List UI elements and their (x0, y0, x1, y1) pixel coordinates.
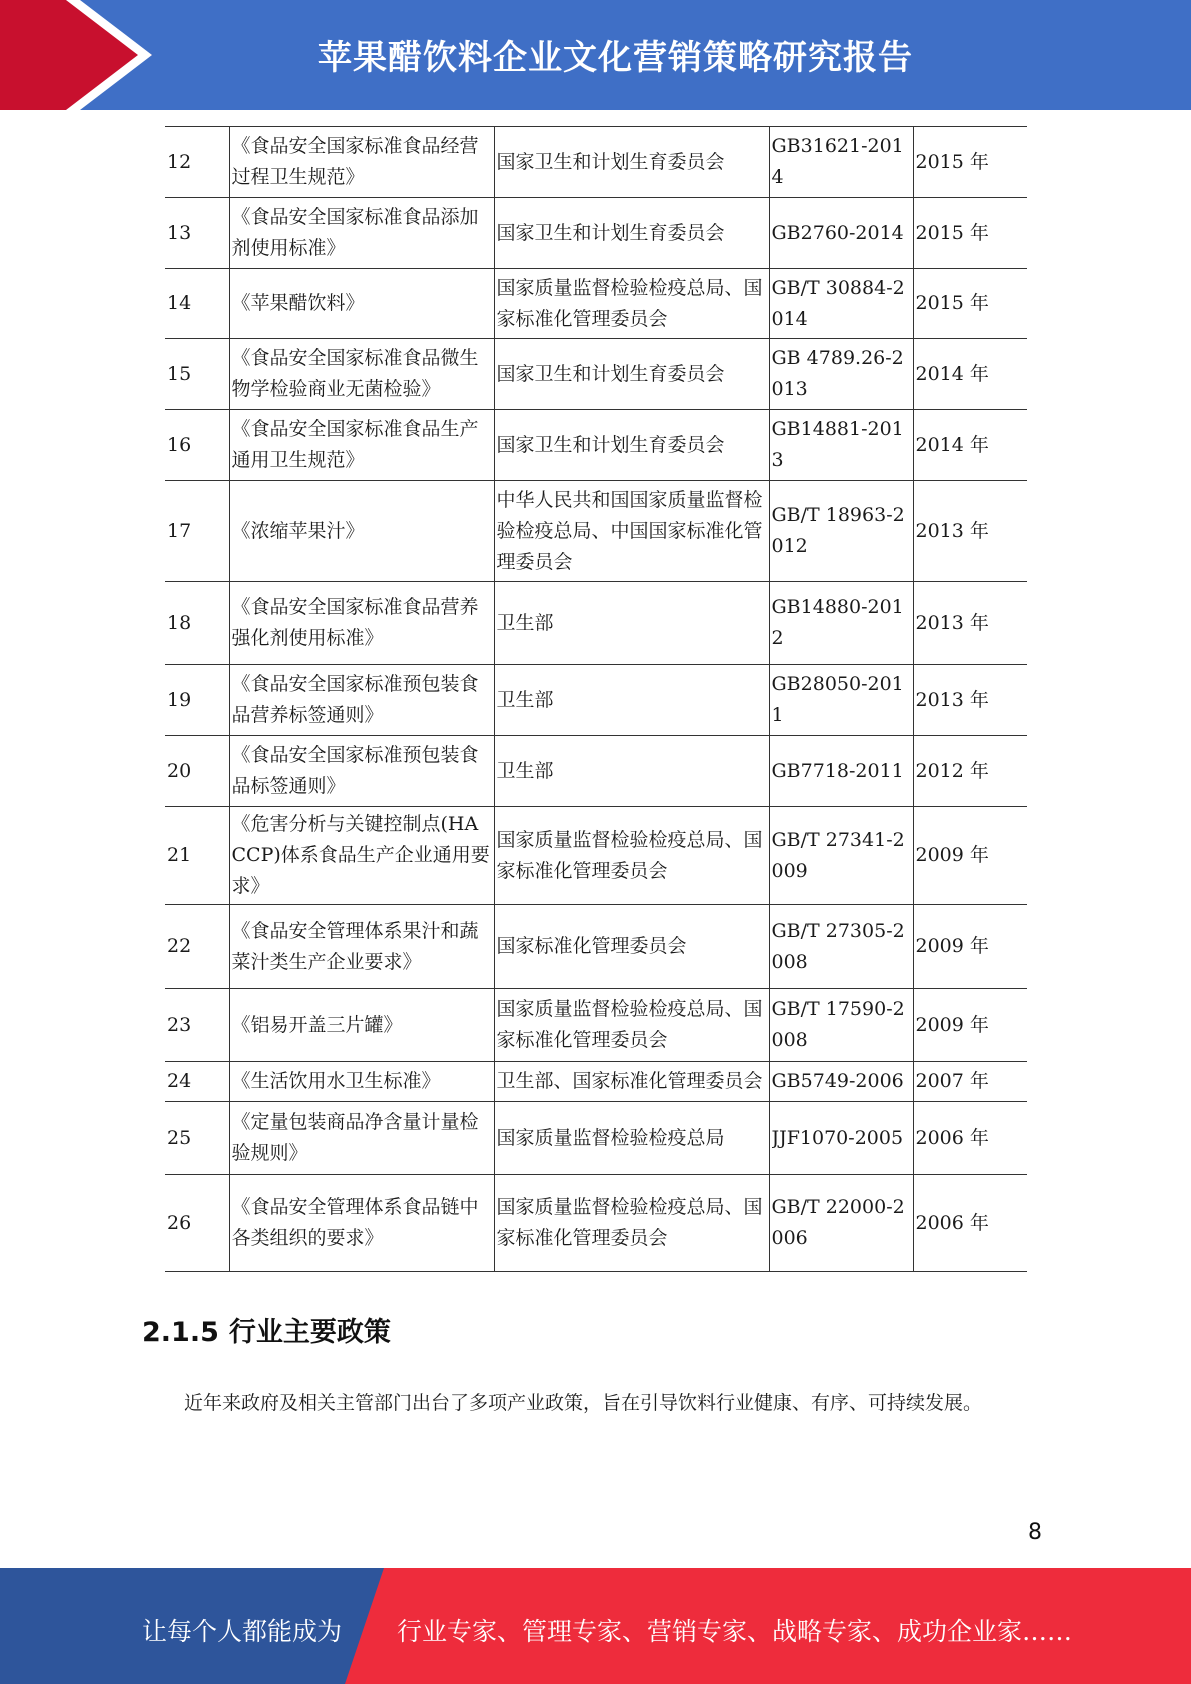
table-cell-number (165, 339, 229, 410)
table-cell-year-text: 2013 年 (915, 611, 989, 634)
table-cell-issuer-text: 国家质量监督检验检疫总局 (496, 1126, 725, 1149)
table-cell-issuer (494, 481, 769, 582)
table-cell-year-text: 2009 年 (915, 935, 989, 957)
footer-slogan-left: 让每个人都能成为 (142, 1617, 343, 1646)
table-cell-standard-name-text: 《食品安全国家标准食品营养强化剂使用标准》 (231, 596, 479, 649)
standards-table-body (165, 127, 1027, 1272)
table-cell-standard-name-text: 《食品安全国家标准食品微生物学检验商业无菌检验》 (231, 347, 479, 400)
table-cell-number (165, 582, 229, 665)
table-cell-issuer-text: 卫生部 (496, 611, 554, 634)
section-paragraph: 近年来政府及相关主管部门出台了多项产业政策，旨在引导饮料行业健康、有序、可持续发展。 (184, 1392, 983, 1414)
table-cell-standard-name-text: 《食品安全国家标准预包装食品营养标签通则》 (231, 673, 479, 726)
table-cell-year (913, 1062, 1027, 1102)
table-cell-issuer (494, 736, 769, 807)
table-cell-standard-name (229, 989, 494, 1062)
table-cell-year (913, 989, 1027, 1062)
table-cell-code-text: GB/T 27305-2008 (771, 919, 905, 973)
table-cell-number (165, 410, 229, 481)
table-cell-number-text: 20 (167, 759, 192, 782)
section-heading (142, 1310, 391, 1349)
table-row (165, 807, 1027, 905)
table-row (165, 127, 1027, 198)
table-cell-number-text: 21 (167, 844, 192, 866)
table-cell-year-text: 2006 年 (915, 1211, 989, 1234)
table-cell-number (165, 807, 229, 905)
table-cell-issuer (494, 1062, 769, 1102)
table-cell-number (165, 1175, 229, 1272)
page-header (0, 0, 1191, 110)
table-cell-standard-name (229, 339, 494, 410)
table-cell-number-text: 26 (167, 1211, 192, 1234)
table-cell-standard-name-text: 《食品安全管理体系食品链中各类组织的要求》 (231, 1196, 479, 1249)
table-cell-code-text: GB31621-2014 (771, 135, 904, 188)
table-row (165, 989, 1027, 1062)
table-cell-number (165, 127, 229, 198)
table-cell-code-text: GB/T 22000-2006 (771, 1196, 905, 1249)
table-cell-code-text: JJF1070-2005 (771, 1126, 904, 1149)
table-cell-code (769, 339, 913, 410)
table-cell-standard-name (229, 269, 494, 339)
table-cell-year (913, 127, 1027, 198)
table-cell-issuer-text: 国家标准化管理委员会 (496, 935, 687, 957)
table-cell-code (769, 736, 913, 807)
table-cell-issuer (494, 1175, 769, 1272)
table-cell-year (913, 339, 1027, 410)
table-cell-code (769, 807, 913, 905)
table-cell-standard-name (229, 1102, 494, 1175)
table-cell-year-text: 2006 年 (915, 1126, 989, 1149)
footer-slogan-right: 行业专家、管理专家、营销专家、战略专家、成功企业家…… (397, 1617, 1073, 1646)
page-number: 8 (1028, 1520, 1042, 1545)
table-cell-year (913, 905, 1027, 989)
table-cell-code-text: GB/T 30884-2014 (771, 276, 905, 330)
table-cell-standard-name (229, 582, 494, 665)
table-cell-standard-name-text: 《食品安全管理体系果汁和蔬菜汁类生产企业要求》 (231, 919, 479, 973)
table-cell-issuer (494, 989, 769, 1062)
table-cell-code-text: GB/T 27341-2009 (771, 828, 905, 882)
table-cell-year (913, 1175, 1027, 1272)
table-cell-number (165, 481, 229, 582)
table-cell-code-text: GB2760-2014 (771, 221, 904, 244)
table-cell-year-text: 2015 年 (915, 221, 989, 244)
table-cell-standard-name (229, 127, 494, 198)
table-cell-issuer (494, 127, 769, 198)
table-cell-code-text: GB7718-2011 (771, 759, 904, 782)
table-cell-standard-name (229, 1175, 494, 1272)
table-row (165, 665, 1027, 736)
table-cell-issuer-text: 国家质量监督检验检疫总局、国家标准化管理委员会 (496, 1196, 763, 1249)
table-cell-code (769, 989, 913, 1062)
table-cell-number-text: 19 (167, 688, 192, 711)
section-title: 行业主要政策 (228, 1317, 391, 1348)
table-cell-code-text: GB28050-2011 (771, 673, 904, 726)
table-row (165, 582, 1027, 665)
table-cell-standard-name-text: 《危害分析与关键控制点(HACCP)体系食品生产企业通用要求》 (231, 813, 490, 897)
table-cell-standard-name (229, 736, 494, 807)
table-cell-code (769, 410, 913, 481)
table-cell-standard-name-text: 《生活饮用水卫生标准》 (231, 1070, 441, 1092)
table-cell-number-text: 25 (167, 1126, 192, 1149)
table-cell-number-text: 22 (167, 935, 192, 957)
table-cell-year (913, 665, 1027, 736)
table-cell-number (165, 736, 229, 807)
table-cell-issuer (494, 905, 769, 989)
header-title: 苹果醋饮料企业文化营销策略研究报告 (318, 38, 913, 78)
table-cell-standard-name (229, 198, 494, 269)
table-cell-year-text: 2009 年 (915, 844, 989, 866)
table-row (165, 1102, 1027, 1175)
table-cell-year-text: 2013 年 (915, 688, 989, 711)
table-cell-issuer (494, 410, 769, 481)
table-cell-standard-name-text: 《苹果醋饮料》 (231, 292, 365, 314)
table-cell-issuer-text: 卫生部 (496, 759, 554, 782)
table-cell-standard-name-text: 《铝易开盖三片罐》 (231, 1013, 403, 1036)
table-cell-code (769, 1102, 913, 1175)
table-cell-number-text: 12 (167, 150, 192, 173)
table-cell-code (769, 665, 913, 736)
table-cell-issuer-text: 国家质量监督检验检疫总局、国家标准化管理委员会 (496, 276, 763, 330)
table-cell-issuer-text: 卫生部、国家标准化管理委员会 (496, 1070, 763, 1092)
table-cell-issuer-text: 国家卫生和计划生育委员会 (496, 433, 725, 456)
table-cell-year (913, 198, 1027, 269)
table-cell-issuer-text: 国家质量监督检验检疫总局、国家标准化管理委员会 (496, 998, 763, 1051)
table-cell-issuer-text: 国家质量监督检验检疫总局、国家标准化管理委员会 (496, 828, 763, 882)
table-cell-standard-name-text: 《定量包装商品净含量计量检验规则》 (231, 1111, 479, 1164)
table-row (165, 905, 1027, 989)
table-cell-year-text: 2012 年 (915, 759, 989, 782)
table-cell-number (165, 269, 229, 339)
table-cell-code (769, 1175, 913, 1272)
table-cell-code-text: GB/T 17590-2008 (771, 998, 905, 1051)
table-cell-code-text: GB 4789.26-2013 (771, 347, 904, 400)
table-cell-year (913, 582, 1027, 665)
table-cell-standard-name (229, 665, 494, 736)
table-cell-number (165, 198, 229, 269)
table-row (165, 410, 1027, 481)
table-cell-code-text: GB/T 18963-2012 (771, 504, 905, 557)
page-footer (0, 1568, 1191, 1684)
table-cell-number (165, 665, 229, 736)
table-cell-year-text: 2015 年 (915, 292, 989, 314)
standards-table (165, 126, 1027, 1272)
table-cell-code (769, 269, 913, 339)
table-row (165, 1175, 1027, 1272)
table-cell-number (165, 905, 229, 989)
table-cell-code (769, 905, 913, 989)
table-cell-year (913, 1102, 1027, 1175)
table-cell-issuer (494, 1102, 769, 1175)
table-cell-number-text: 23 (167, 1013, 192, 1036)
table-cell-number-text: 13 (167, 221, 192, 244)
table-cell-code-text: GB14880-2012 (771, 596, 904, 649)
table-cell-number-text: 24 (167, 1070, 192, 1092)
table-cell-standard-name (229, 481, 494, 582)
table-cell-number (165, 1062, 229, 1102)
table-cell-year-text: 2015 年 (915, 150, 989, 173)
table-cell-year-text: 2009 年 (915, 1013, 989, 1036)
table-cell-standard-name-text: 《食品安全国家标准食品生产通用卫生规范》 (231, 418, 479, 471)
table-cell-code (769, 198, 913, 269)
table-cell-code-text: GB14881-2013 (771, 418, 904, 471)
table-row (165, 198, 1027, 269)
table-cell-year (913, 807, 1027, 905)
table-cell-number-text: 15 (167, 362, 192, 385)
table-cell-year (913, 410, 1027, 481)
table-cell-code (769, 127, 913, 198)
table-cell-standard-name-text: 《食品安全国家标准食品经营过程卫生规范》 (231, 135, 479, 188)
table-row (165, 339, 1027, 410)
table-cell-issuer (494, 807, 769, 905)
table-cell-issuer (494, 582, 769, 665)
table-cell-code-text: GB5749-2006 (771, 1070, 904, 1092)
table-cell-standard-name-text: 《食品安全国家标准预包装食品标签通则》 (231, 744, 479, 797)
table-cell-standard-name-text: 《食品安全国家标准食品添加剂使用标准》 (231, 206, 479, 259)
table-cell-issuer-text: 国家卫生和计划生育委员会 (496, 362, 725, 385)
table-row (165, 736, 1027, 807)
section-number: 2.1.5 (142, 1317, 219, 1348)
table-cell-code (769, 582, 913, 665)
table-cell-number-text: 14 (167, 292, 192, 314)
table-cell-standard-name (229, 1062, 494, 1102)
table-row (165, 269, 1027, 339)
table-cell-year (913, 269, 1027, 339)
table-cell-code (769, 481, 913, 582)
table-cell-issuer (494, 339, 769, 410)
table-cell-year-text: 2007 年 (915, 1070, 989, 1092)
table-cell-year (913, 481, 1027, 582)
table-cell-standard-name (229, 807, 494, 905)
table-cell-year-text: 2014 年 (915, 362, 989, 385)
table-cell-issuer (494, 665, 769, 736)
table-cell-year-text: 2014 年 (915, 433, 989, 456)
table-cell-number-text: 17 (167, 519, 192, 542)
table-cell-issuer-text: 国家卫生和计划生育委员会 (496, 150, 725, 173)
table-row (165, 1062, 1027, 1102)
table-cell-number (165, 1102, 229, 1175)
table-cell-issuer-text: 卫生部 (496, 688, 554, 711)
table-cell-number-text: 16 (167, 433, 192, 456)
table-cell-standard-name-text: 《浓缩苹果汁》 (231, 519, 365, 542)
table-cell-number (165, 989, 229, 1062)
table-cell-year (913, 736, 1027, 807)
table-cell-standard-name (229, 410, 494, 481)
table-row (165, 481, 1027, 582)
table-cell-issuer (494, 198, 769, 269)
table-cell-year-text: 2013 年 (915, 519, 989, 542)
table-cell-code (769, 1062, 913, 1102)
table-cell-standard-name (229, 905, 494, 989)
table-cell-issuer (494, 269, 769, 339)
table-cell-issuer-text: 国家卫生和计划生育委员会 (496, 221, 725, 244)
table-cell-issuer-text: 中华人民共和国国家质量监督检验检疫总局、中国国家标准化管理委员会 (496, 488, 763, 573)
table-cell-number-text: 18 (167, 611, 192, 634)
